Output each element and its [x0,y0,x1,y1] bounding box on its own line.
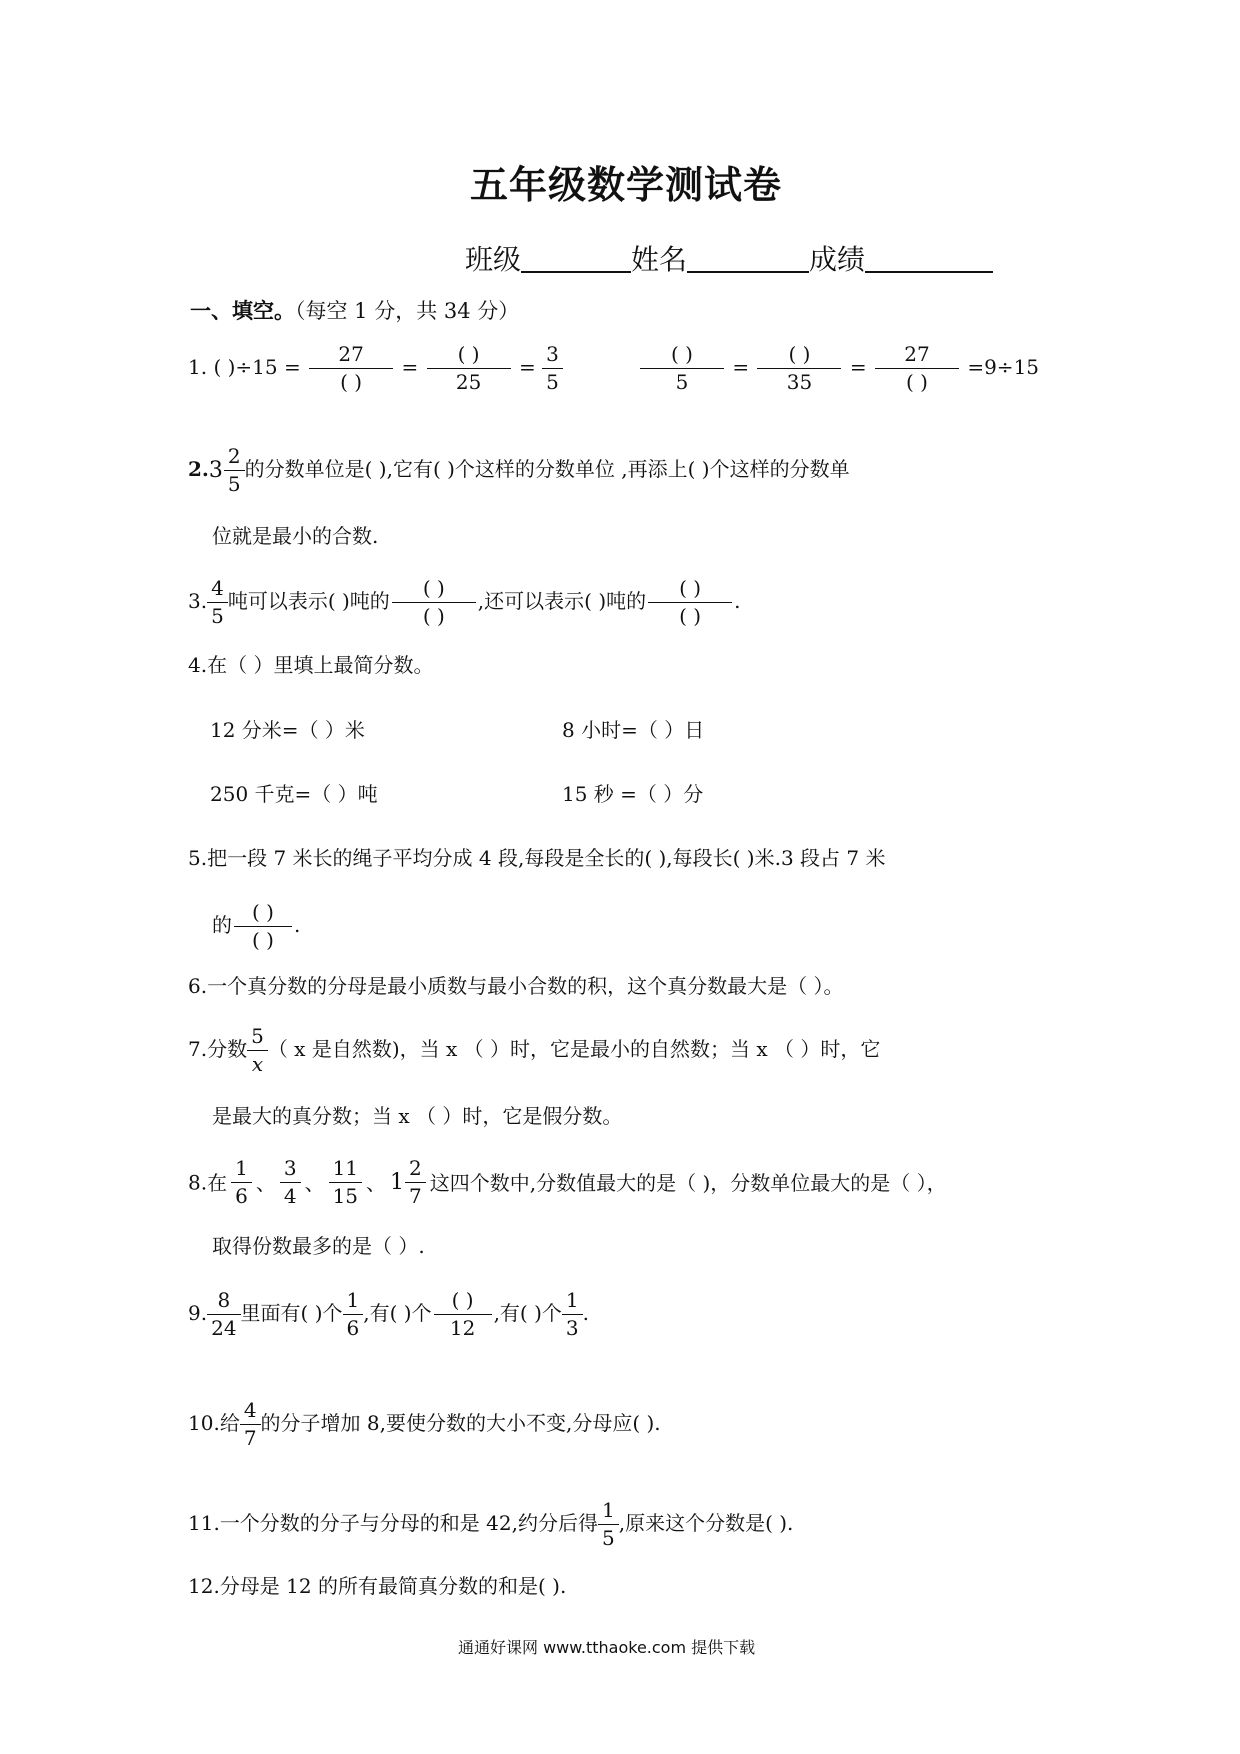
score-label: 成绩 [809,243,866,276]
question-number: 8. [188,1170,208,1195]
separator: 、 [255,1170,276,1195]
section-title: 一、填空。 [190,298,295,323]
name-blank[interactable] [687,271,809,273]
question-2-line-2: 位就是最小的合数. [212,524,379,548]
q10-text-2: 的分子增加 8,要使分数的大小不变,分母应( ). [260,1411,661,1435]
question-8-line-2: 取得份数最多的是（ ）. [212,1234,425,1258]
question-6 [188,976,843,996]
q8-fraction-a: $\frac{1}{6}$ [233,1158,250,1207]
q1-fraction-1: $\frac{27}{( )}$ [309,344,393,393]
q1-fraction-4: $\frac{( )}{5}$ [640,344,724,393]
question-8 [188,1158,947,1207]
question-number: 2. [188,457,209,481]
q9-end: . [582,1301,589,1325]
q9-text-1: 里面有( )个 [240,1301,343,1325]
q1-fraction-6: $\frac{27}{( )}$ [875,344,959,393]
question-5-line-2 [212,902,300,951]
q1-start: ( )÷15 = [213,355,301,379]
class-label: 班级 [465,243,522,276]
q11-fraction: $\frac{1}{5}$ [600,1500,617,1549]
q1-fraction-3: $\frac{3}{5}$ [544,344,561,393]
q3-text-1: 吨可以表示( )吨的 [227,589,390,613]
section-note: （每空 1 分，共 34 分） [295,299,520,323]
question-number: 6. [188,974,208,998]
q5-end: . [294,913,301,937]
question-12 [188,1576,566,1596]
q4-item-b: 8 小时=（ ）日 [562,718,705,742]
q7-fraction: $\frac{5}{x}$ [249,1026,266,1075]
q5-text: 把一段 7 米长的绳子平均分成 4 段,每段是全长的( ),每段长( )米.3 段占 7 米 [207,846,886,870]
q8-text-2: 这四个数中,分数值最大的是（ )，分数单位最大的是（ ）， [429,1170,947,1195]
q9-fraction-a: $\frac{8}{24}$ [209,1290,238,1339]
question-2 [188,446,850,495]
q4-item-c: 250 千克=（ ）吨 [210,782,378,806]
question-number: 1. [188,355,208,379]
name-label: 姓名 [631,243,688,276]
student-info-row [465,243,993,276]
q1-fraction-2: $\frac{( )}{25}$ [427,344,511,393]
separator: 、 [304,1170,325,1195]
question-number: 12. [188,1574,220,1598]
q5-blank-fraction: $\frac{( )}{( )}$ [234,902,292,951]
section-heading [190,300,519,322]
q8-mixed-number: 1 $\frac{2}{7}$ [390,1158,426,1207]
equals-sign: = [849,355,867,379]
q10-fraction: $\frac{4}{7}$ [242,1400,259,1449]
q4-text: 在（ ）里填上最简分数。 [207,653,434,677]
question-9 [188,1290,589,1339]
q9-fraction-b: $\frac{1}{6}$ [345,1290,362,1339]
question-4 [188,655,433,675]
equals-sign: = [401,355,419,379]
q11-text-1: 一个分数的分子与分母的和是 42,约分后得 [219,1511,598,1535]
question-number: 5. [188,846,208,870]
question-number: 11. [188,1511,220,1535]
equals-sign: = [732,355,750,379]
question-5 [188,848,886,868]
equals-sign: = [518,355,536,379]
q11-text-2: ,原来这个分数是( ). [618,1511,794,1535]
question-10 [188,1400,661,1449]
q3-text-2: ,还可以表示( )吨的 [477,589,647,613]
class-blank[interactable] [521,271,631,273]
q4-item-d: 15 秒 =（ ）分 [562,782,704,806]
question-3 [188,578,740,627]
question-number: 7. [188,1037,208,1061]
question-number: 10. [188,1411,220,1435]
q9-text-2: ,有( )个 [363,1301,432,1325]
q5-line2-text: 的 [212,913,232,937]
q2-mixed-number: 3 $\frac{2}{5}$ [209,446,245,495]
q8-text-1: 在 [207,1170,228,1195]
question-11 [188,1500,793,1549]
q6-text: 一个真分数的分母是最小质数与最小合数的积，这个真分数最大是（ ）。 [207,974,844,998]
q9-text-3: ,有( )个 [493,1301,562,1325]
q3-blank-fraction-1: $\frac{( )}{( )}$ [392,578,476,627]
q3-fraction: $\frac{4}{5}$ [209,578,226,627]
q8-fraction-b: $\frac{3}{4}$ [282,1158,299,1207]
q8-fraction-c: $\frac{11}{15}$ [331,1158,360,1207]
separator: 、 [366,1170,387,1195]
q1-fraction-5: $\frac{( )}{35}$ [757,344,841,393]
q10-text-1: 给 [219,1411,240,1435]
q3-blank-fraction-2: $\frac{( )}{( )}$ [648,578,732,627]
q3-end: . [734,589,741,613]
question-number: 3. [188,589,208,613]
footer-credit: 通通好课网 www.tthaoke.com 提供下载 [458,1638,756,1657]
question-1 [188,344,563,393]
q2-text: 的分数单位是( ),它有( )个这样的分数单位 ,再添上( )个这样的分数单 [244,457,850,481]
page-title: 五年级数学测试卷 [470,162,783,207]
q1-end: =9÷15 [967,355,1040,379]
question-1-second-part [638,344,1039,393]
score-blank[interactable] [865,271,993,273]
question-number: 9. [188,1301,208,1325]
q12-text: 分母是 12 的所有最简真分数的和是( ). [219,1574,567,1598]
q7-text-2: （ x 是自然数)，当 x （ ）时，它是最小的自然数；当 x （ ）时，它 [267,1037,881,1061]
q9-fraction-c: $\frac{( )}{12}$ [434,1290,492,1339]
q9-fraction-d: $\frac{1}{3}$ [564,1290,581,1339]
q4-item-a: 12 分米=（ ）米 [210,718,365,742]
question-7 [188,1026,880,1075]
question-number: 4. [188,653,208,677]
q7-text-1: 分数 [207,1037,248,1061]
question-7-line-2: 是最大的真分数；当 x （ ）时，它是假分数。 [212,1104,623,1128]
